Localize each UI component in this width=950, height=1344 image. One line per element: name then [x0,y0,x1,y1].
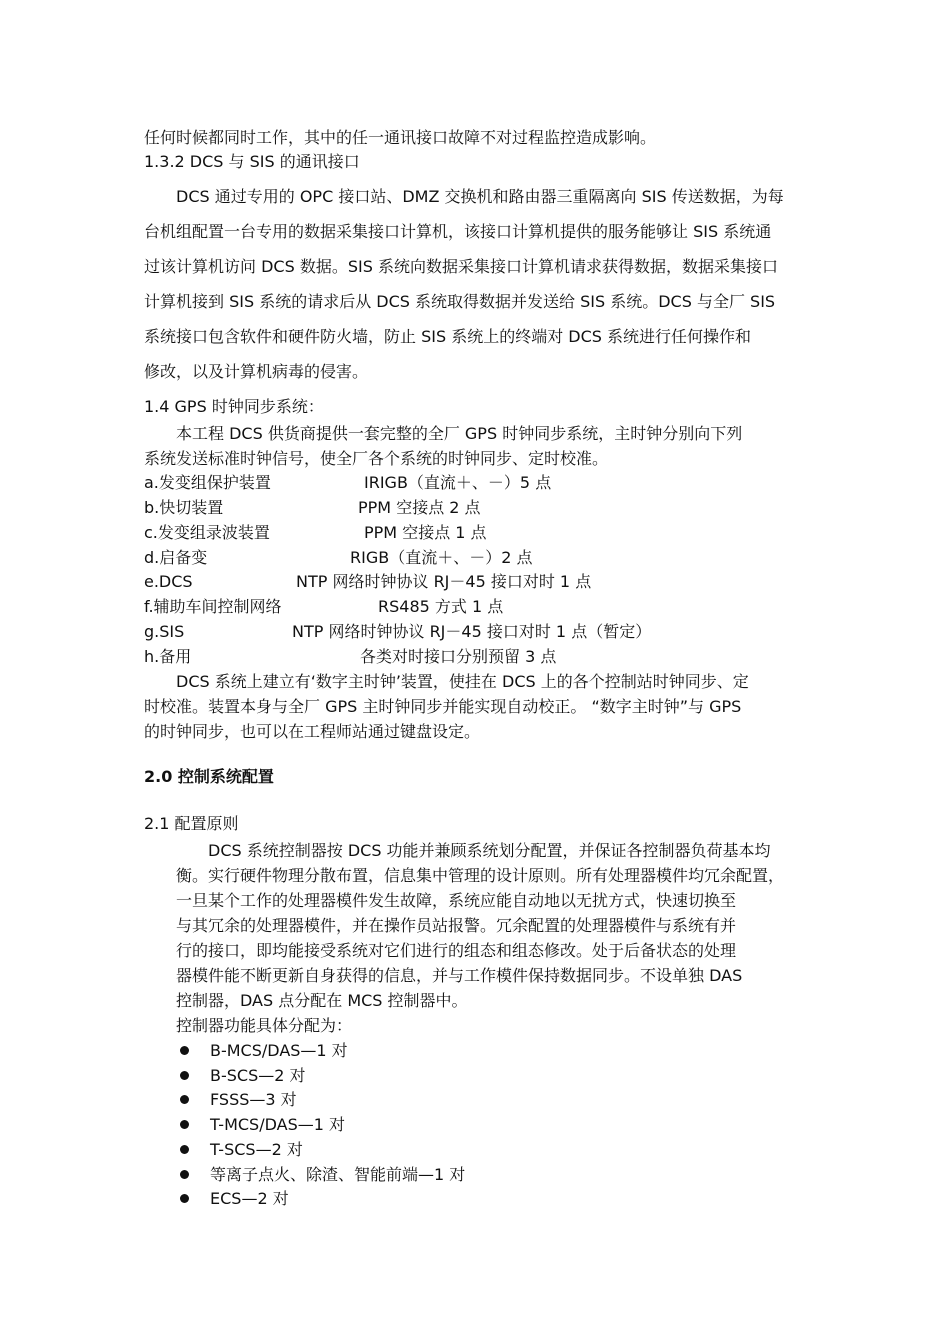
paragraph-line: 修改，以及计算机病毒的侵害。 [144,362,369,381]
bullet-item: T-MCS/DAS—1 对 [210,1115,346,1134]
device-name: e.DCS [144,572,193,591]
device-name: c.发变组录波装置 [144,523,270,542]
list-item [144,473,552,493]
device-name: h.备用 [144,647,192,666]
section-heading-2-1: 2.1 配置原则 [144,814,239,833]
bullet-dot-icon [180,1145,189,1154]
time-signal-spec: NTP 网络时钟协议 RJ－45 接口对时 1 点（暂定） [292,622,652,641]
bullet-dot-icon [180,1071,189,1080]
device-name: d.启备变 [144,548,208,567]
device-name: a.发变组保护装置 [144,473,271,492]
paragraph-line: 衡。实行硬件物理分散布置，信息集中管理的设计原则。所有处理器模件均冗余配置， [176,866,785,885]
list-item [144,622,652,642]
list-item [144,548,533,568]
paragraph-line: 时校准。装置本身与全厂 GPS 主时钟同步并能实现自动校正。 “数字主时钟”与 GPS [144,697,742,716]
bullet-item: T-SCS—2 对 [210,1140,303,1159]
list-item [144,597,504,617]
bullet-item: B-MCS/DAS—1 对 [210,1041,348,1060]
paragraph-line: DCS 系统控制器按 DCS 功能并兼顾系统划分配置，并保证各控制器负荷基本均 [208,841,771,860]
list-item [144,647,557,667]
section-heading-1-4: 1.4 GPS 时钟同步系统： [144,397,324,416]
section-heading-1-3-2: 1.3.2 DCS 与 SIS 的通讯接口 [144,152,360,171]
device-name: f.辅助车间控制网络 [144,597,282,616]
paragraph-line: 计算机接到 SIS 系统的请求后从 DCS 系统取得数据并发送给 SIS 系统。DCS 与全厂 SIS [144,292,776,311]
list-item [144,572,592,592]
time-signal-spec: IRIGB（直流＋、－）5 点 [364,473,552,492]
bullet-item: ECS—2 对 [210,1189,289,1208]
device-name: b.快切装置 [144,498,224,517]
paragraph-line: 台机组配置一台专用的数据采集接口计算机，该接口计算机提供的服务能够让 SIS 系统通 [144,222,772,241]
paragraph-line: 系统接口包含软件和硬件防火墙，防止 SIS 系统上的终端对 DCS 系统进行任何操作和 [144,327,752,346]
paragraph-line: 器模件能不断更新自身获得的信息，并与工作模件保持数据同步。不设单独 DAS [176,966,743,985]
time-signal-spec: PPM 空接点 1 点 [364,523,487,542]
bullet-dot-icon [180,1194,189,1203]
bullet-item: FSSS—3 对 [210,1090,297,1109]
time-signal-spec: 各类对时接口分别预留 3 点 [360,647,557,666]
time-signal-spec: RS485 方式 1 点 [378,597,504,616]
bullet-dot-icon [180,1046,189,1055]
list-item [144,498,481,518]
paragraph-line: 与其冗余的处理器模件，并在操作员站报警。冗余配置的处理器模件与系统有并 [176,916,737,935]
paragraph-line: DCS 通过专用的 OPC 接口站、DMZ 交换机和路由器三重隔离向 SIS 传送数据，为每 [176,187,784,206]
bullet-dot-icon [180,1095,189,1104]
bullet-dot-icon [180,1120,189,1129]
paragraph-line: 的时钟同步，也可以在工程师站通过键盘设定。 [144,722,481,741]
paragraph-line: 过该计算机访问 DCS 数据。SIS 系统向数据采集接口计算机请求获得数据，数据采集接口 [144,257,778,276]
paragraph-line: 控制器功能具体分配为： [176,1016,353,1035]
section-heading-2-0: 2.0 控制系统配置 [144,767,274,786]
paragraph-line: 系统发送标准时钟信号，使全厂各个系统的时钟同步、定时校准。 [144,449,609,468]
paragraph-line: 本工程 DCS 供货商提供一套完整的全厂 GPS 时钟同步系统，主时钟分别向下列 [176,424,743,443]
paragraph-line: 控制器，DAS 点分配在 MCS 控制器中。 [176,991,468,1010]
list-item [144,523,487,543]
bullet-dot-icon [180,1170,189,1179]
device-name: g.SIS [144,622,185,641]
time-signal-spec: RIGB（直流＋、－）2 点 [350,548,533,567]
time-signal-spec: NTP 网络时钟协议 RJ－45 接口对时 1 点 [296,572,592,591]
paragraph-line: 行的接口，即均能接受系统对它们进行的组态和组态修改。处于后备状态的处理 [176,941,737,960]
paragraph-line: DCS 系统上建立有‘数字主时钟’装置，使挂在 DCS 上的各个控制站时钟同步、定 [176,672,749,691]
bullet-item: 等离子点火、除渣、智能前端—1 对 [210,1165,466,1184]
time-signal-spec: PPM 空接点 2 点 [358,498,481,517]
paragraph-line: 任何时候都同时工作，其中的任一通讯接口故障不对过程监控造成影响。 [144,128,657,147]
paragraph-line: 一旦某个工作的处理器模件发生故障，系统应能自动地以无扰方式，快速切换至 [176,891,737,910]
bullet-item: B-SCS—2 对 [210,1066,306,1085]
